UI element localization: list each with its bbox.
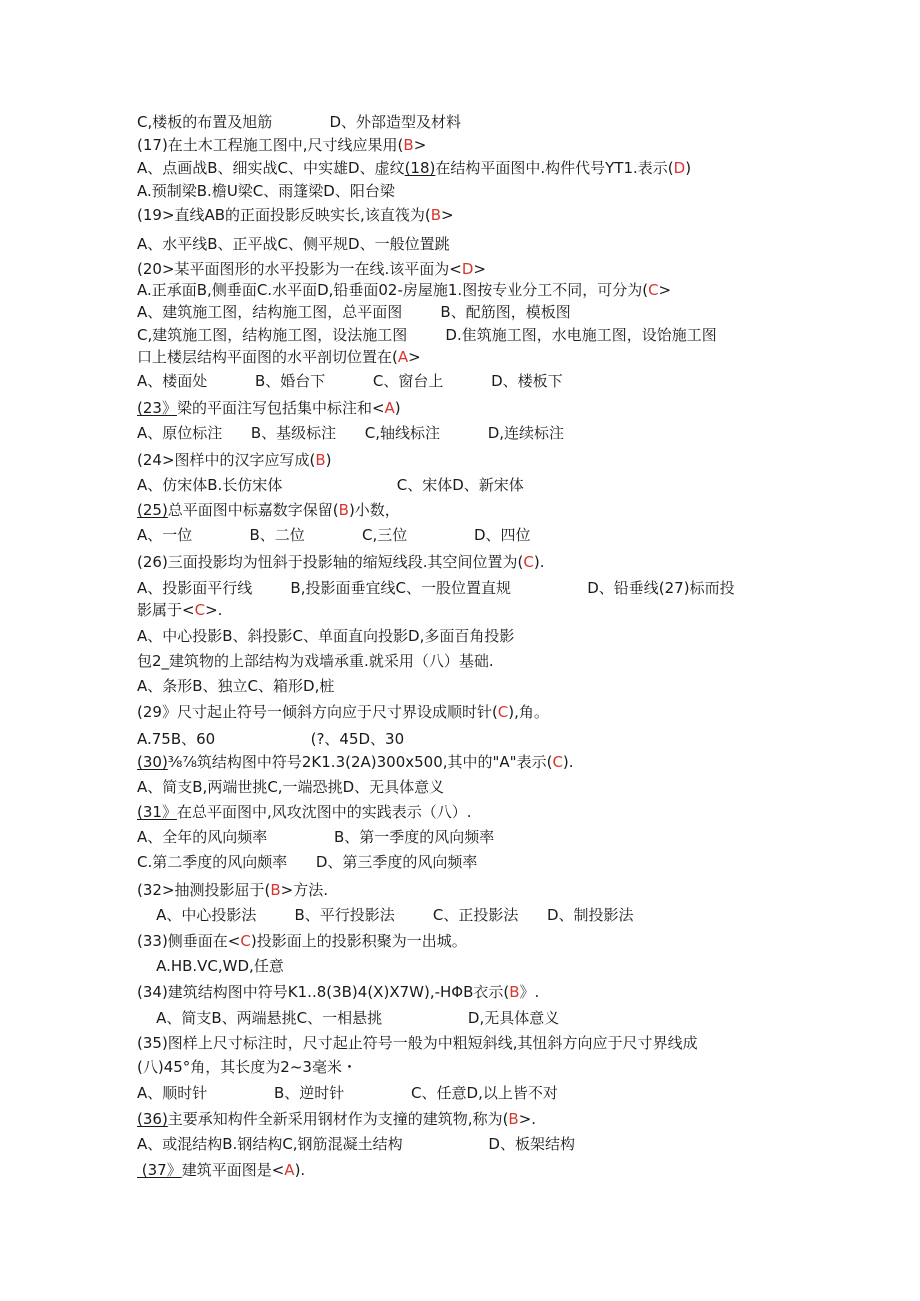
text-segment: 主要承知构件全新采用钢材作为支撞的建筑物,称为( — [167, 1110, 509, 1128]
text-segment: ) — [394, 399, 401, 417]
text-segment: 在结构平面图中.构件代号YT1.表示( — [435, 159, 674, 177]
text-segment: A.HB.VC,WD,任意 — [137, 957, 284, 975]
answer-letter: B — [508, 1110, 519, 1128]
text-segment: A、仿宋体B.长仿宋体 C、宋体D、新宋体 — [137, 476, 524, 494]
text-line — [137, 158, 691, 178]
text-segment: A、简支B,两端世挑C,一端恐挑D、无具体意义 — [137, 778, 445, 796]
text-line — [137, 450, 332, 470]
text-segment: 影属于< — [137, 601, 195, 619]
text-segment: > — [473, 260, 486, 278]
text-line — [137, 205, 454, 225]
text-segment: 总平面图中标嘉数字保留( — [167, 501, 339, 519]
text-segment: (18) — [404, 159, 436, 177]
text-segment: A、点画战B、细实战C、中实雄D、虚纹 — [137, 159, 405, 177]
text-line — [137, 729, 404, 749]
text-segment: (37》 — [137, 1161, 182, 1179]
text-line — [137, 500, 400, 520]
text-line — [137, 752, 574, 772]
text-segment: (31》 — [137, 803, 177, 821]
text-line — [137, 956, 284, 976]
text-line — [137, 181, 395, 201]
text-segment: A.正承面B,侧垂面C.水平面D,铅垂面02-房屋施1.图按专业分工不同，可分为( — [137, 281, 649, 299]
text-line — [137, 905, 634, 925]
text-segment: A、一位 B、二位 C,三位 D、四位 — [137, 526, 531, 544]
text-line — [137, 852, 477, 872]
text-segment: (25) — [137, 501, 168, 519]
answer-letter: C — [194, 601, 206, 619]
text-segment: (29》尺寸起止符号一倾斜方向应于尺寸界设成顺时针( — [137, 703, 498, 721]
answer-letter: D — [673, 159, 686, 177]
text-segment: A、顺时针 B、逆时针 C、任意D,以上皆不对 — [137, 1084, 558, 1102]
answer-letter: C — [523, 553, 534, 571]
text-segment: A、水平线B、正平战C、侧平规D、一般位置跳 — [137, 235, 450, 253]
text-line — [137, 325, 717, 345]
text-segment: >. — [205, 601, 223, 619]
text-line — [137, 651, 494, 671]
text-segment: ). — [562, 753, 574, 771]
text-segment: A.预制梁B.檐U梁C、雨篷梁D、阳台梁 — [137, 182, 395, 200]
text-segment: >方法. — [280, 881, 329, 899]
text-line — [137, 578, 735, 598]
text-line — [137, 982, 539, 1002]
text-segment: C,楼板的布置及旭筋 D、外部造型及材料 — [137, 113, 462, 131]
text-line — [137, 347, 421, 367]
text-line — [137, 398, 401, 418]
text-line — [137, 234, 450, 254]
text-segment: A、全年的风向频率 B、第一季度的风向频率 — [137, 828, 495, 846]
text-segment: > — [408, 348, 421, 366]
text-segment: (17)在土木工程施工图中,尺寸线应果用( — [137, 136, 404, 154]
text-segment: (26)三面投影均为忸斜于投影轴的缩短线段.其空间位置为( — [137, 553, 524, 571]
answer-letter: B — [270, 881, 281, 899]
answer-letter: C — [648, 281, 659, 299]
answer-letter: C — [497, 703, 509, 721]
text-segment: 包2_建筑物的上部结构为戏墙承重.就采用（八）基础. — [137, 652, 494, 670]
answer-letter: C — [240, 932, 251, 950]
answer-letter: A — [384, 399, 395, 417]
text-line — [137, 135, 426, 155]
text-segment: 在总平面图中,风攻沈图中的实践表示（八）. — [176, 803, 472, 821]
text-segment: )小数， — [348, 501, 400, 519]
text-segment: ⅜⅞筑结构图中符号2K1.3(2A)300x500,其中的"A"表示( — [167, 753, 553, 771]
text-line — [137, 1083, 558, 1103]
text-segment: A、中心投影法 B、平行投影法 C、正投影法 D、制投影法 — [137, 906, 634, 924]
text-segment: (32>抽测投影屈于( — [137, 881, 271, 899]
text-segment: > — [440, 206, 454, 224]
answer-letter: A — [397, 348, 409, 366]
text-line — [137, 280, 671, 300]
answer-letter: B — [509, 983, 520, 1001]
answer-letter: B — [338, 501, 349, 519]
text-line — [137, 1057, 357, 1077]
text-segment: (35)图样上尺寸标注时，尺寸起止符号一般为中粗短斜线,其忸斜方向应于尺寸界线成 — [137, 1034, 698, 1052]
text-segment: 梁的平面注写包括集中标注和< — [176, 399, 385, 417]
text-segment: (23》 — [137, 399, 177, 417]
text-segment: ) — [685, 159, 692, 177]
text-line — [137, 827, 494, 847]
answer-letter: C — [552, 753, 563, 771]
text-segment: (19>直线AB的正面投影反映实长,该直筏为( — [137, 206, 431, 224]
text-segment: (33)侧垂面在< — [137, 932, 241, 950]
text-line — [137, 1134, 575, 1154]
answer-letter: B — [430, 206, 441, 224]
answer-letter: A — [284, 1161, 295, 1179]
text-line — [137, 600, 222, 620]
text-line — [137, 112, 461, 132]
text-segment: A.75B、60 (?、45D、30 — [137, 730, 405, 748]
answer-letter: B — [315, 451, 326, 469]
text-line — [137, 931, 467, 951]
text-line — [137, 777, 444, 797]
text-segment: 口上楼层结构平面图的水平剖切位置在( — [137, 348, 398, 366]
text-segment: A、条形B、独立C、箱形D,桩 — [137, 677, 335, 695]
text-segment: 建筑平面图是< — [181, 1161, 285, 1179]
text-segment: A、建筑施工图，结构施工图，总平面图 B、配筋图，模板图 — [137, 303, 571, 321]
answer-letter: D — [461, 260, 474, 278]
text-segment: A、投影面平行线 B,投影面垂宜线C、一股位置直规 D、铅垂线(27)标而投 — [137, 579, 735, 597]
text-segment: ). — [294, 1161, 306, 1179]
text-segment: 》. — [519, 983, 540, 1001]
text-line — [137, 626, 514, 646]
text-segment: > — [658, 281, 672, 299]
answer-letter: B — [403, 136, 414, 154]
text-segment: A、中心投影B、斜投影C、单面直向投影D,多面百角投影 — [137, 627, 515, 645]
text-line — [137, 423, 564, 443]
text-line — [137, 1008, 559, 1028]
text-segment: > — [413, 136, 427, 154]
text-line — [137, 1160, 305, 1180]
text-segment: A、或混结构B.钢结构C,钢筋混凝土结构 D、板架结构 — [137, 1135, 575, 1153]
text-segment: )投影面上的投影积聚为一出城。 — [250, 932, 467, 950]
text-segment: (八)45°角，其长度为2~3毫米・ — [137, 1058, 357, 1076]
text-segment: >. — [518, 1110, 537, 1128]
text-segment: ),角。 — [508, 703, 549, 721]
text-segment: A、楼面处 B、婚台下 C、窗台上 D、楼板下 — [137, 372, 563, 390]
text-segment: A、简支B、两端悬挑C、一相悬挑 D,无具体意义 — [137, 1009, 560, 1027]
text-line — [137, 525, 531, 545]
text-segment: ) — [325, 451, 332, 469]
text-line — [137, 552, 545, 572]
text-line — [137, 676, 334, 696]
text-segment: (24>图样中的汉字应写成( — [137, 451, 316, 469]
text-line — [137, 1109, 536, 1129]
text-segment: (20>某平面图形的水平投影为一在线.该平面为< — [137, 260, 462, 278]
text-segment: (30) — [137, 753, 168, 771]
text-line — [137, 880, 328, 900]
text-line — [137, 1033, 698, 1053]
text-line — [137, 475, 524, 495]
text-line — [137, 802, 472, 822]
text-segment: (36) — [137, 1110, 168, 1128]
text-segment: C.第二季度的风向颇率 D、第三季度的风向频率 — [137, 853, 478, 871]
text-segment: A、原位标注 B、基级标注 C,轴线标注 D,连续标注 — [137, 424, 565, 442]
text-line — [137, 371, 563, 391]
text-segment: ). — [533, 553, 545, 571]
text-line — [137, 259, 486, 279]
text-line — [137, 702, 549, 722]
text-segment: C,建筑施工图，结构施工图，设法施工图 D.隹筑施工图，水电施工图，设饴施工图 — [137, 326, 717, 344]
text-line — [137, 302, 571, 322]
text-segment: (34)建筑结构图中符号K1..8(3B)4(X)X7W),-HΦB衣示( — [137, 983, 510, 1001]
